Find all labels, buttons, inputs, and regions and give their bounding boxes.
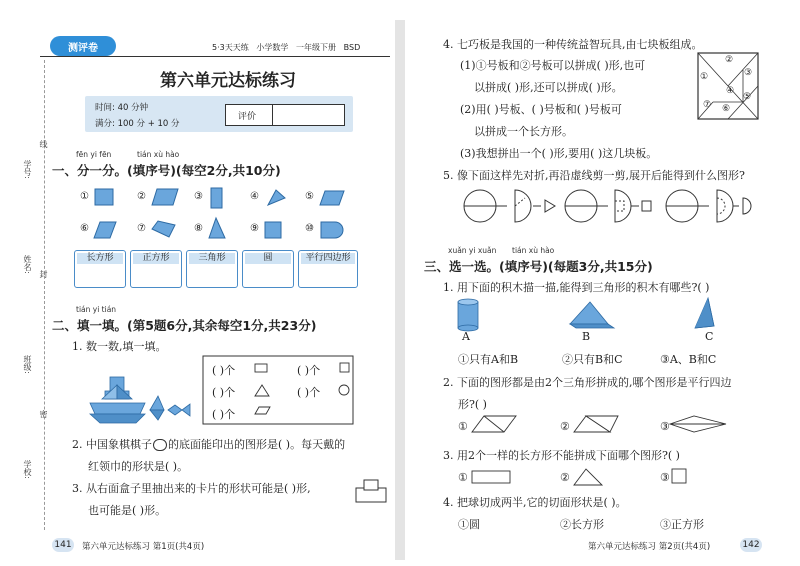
count-square[interactable]: ( )个 xyxy=(297,364,321,377)
tangram-6: ⑥ xyxy=(722,104,731,114)
shape-num-8: ⑧ xyxy=(194,223,203,234)
s2-pinyin: tián yi tián xyxy=(76,305,117,314)
shape-num-9: ⑨ xyxy=(250,223,259,234)
s3-pinyin-1: xuǎn yi xuǎn xyxy=(448,246,497,255)
s3-q1: 1. 用下面的积木描一描,能得到三角形的积木有哪些?( ) xyxy=(443,281,710,294)
s3-q4-option-2[interactable]: ②长方形 xyxy=(560,518,604,531)
s3-q3: 3. 用2个一样的长方形不能拼成下面哪个图形?( ) xyxy=(443,449,680,462)
side-bind-secret: 密 xyxy=(39,410,48,418)
r4-line4: 以拼成一个长方形。 xyxy=(474,125,573,138)
info-score: 满分: 100 分 + 10 分 xyxy=(95,119,180,129)
block-label-a: A xyxy=(462,330,470,343)
s3-q4-option-1[interactable]: ①圆 xyxy=(458,518,480,531)
count-icon-triangle xyxy=(255,385,269,396)
shape-num-1: ① xyxy=(80,191,89,202)
brand-edition: BSD xyxy=(343,43,361,52)
side-label-school: 学校: xyxy=(23,460,32,479)
eval-label: 评价 xyxy=(238,112,257,122)
s3-q3-opt2-num[interactable]: ② xyxy=(560,471,570,484)
cylinder xyxy=(458,302,478,328)
tangram-2: ② xyxy=(725,55,734,65)
page-title: 第六单元达标练习 xyxy=(160,71,296,91)
s1-heading: 一、分一分。(填序号)(每空2分,共10分) xyxy=(52,163,281,178)
left-page-number: 141 xyxy=(52,538,74,552)
card-box-icon xyxy=(352,476,392,506)
r4-line3: (2)用( )号板、( )号板和( )号板可 xyxy=(460,103,622,116)
shape-num-2: ② xyxy=(137,191,146,202)
s3-q4-option-3[interactable]: ③正方形 xyxy=(660,518,704,531)
count-icon-square xyxy=(340,363,349,372)
q2-figures xyxy=(470,412,760,436)
s1-pinyin-1: fēn yi fēn xyxy=(76,150,112,159)
s3-q2-opt1-num[interactable]: ① xyxy=(458,420,468,433)
r4-line1: (1)①号板和②号板可以拼成( )形,也可 xyxy=(460,59,646,72)
fold-cut-figures xyxy=(455,186,765,226)
side-bind-seal: 封 xyxy=(39,270,48,278)
s2-q1: 1. 数一数,填一填。 xyxy=(72,340,167,353)
category-label-square: 正方形 xyxy=(133,253,179,264)
s3-q2-opt2-num[interactable]: ② xyxy=(560,420,570,433)
count-circle[interactable]: ( )个 xyxy=(297,386,321,399)
brand-grade: 一年级下册 xyxy=(296,43,337,52)
s3-q1-option-2[interactable]: ②只有B和C xyxy=(562,353,623,366)
s3-q1-option-3[interactable]: ③A、B和C xyxy=(660,353,717,366)
tangram-4: ④ xyxy=(726,86,735,96)
r4-line2: 以拼成( )形,还可以拼成( )形。 xyxy=(474,81,623,94)
count-parallelogram[interactable]: ( )个 xyxy=(212,408,236,421)
tangram-5: ⑤ xyxy=(743,92,752,102)
category-label-triangle: 三角形 xyxy=(189,253,235,264)
count-icon-rect xyxy=(255,364,267,372)
s3-heading: 三、选一选。(填序号)(每题3分,共15分) xyxy=(424,259,653,274)
tangram-1: ① xyxy=(700,72,709,82)
s2-q3-line2: 也可能是( )形。 xyxy=(88,504,167,517)
brand-series: 5·3天天练 xyxy=(212,43,249,52)
s3-q2-line1: 2. 下面的图形都是由2个三角形拼成的,哪个图形是平行四边 xyxy=(443,376,732,389)
s2-q2-line1 xyxy=(72,436,345,452)
shape-num-5: ⑤ xyxy=(305,191,314,202)
chess-piece-icon xyxy=(153,439,167,451)
s2-q2-b: 的底面能印出的图形是( )。每天戴的 xyxy=(168,438,346,451)
info-time: 时间: 40 分钟 xyxy=(95,103,149,113)
shape-num-3: ③ xyxy=(194,191,203,202)
shape-num-7: ⑦ xyxy=(137,223,146,234)
category-label-circle: 圆 xyxy=(245,253,291,264)
category-label-rect: 长方形 xyxy=(77,253,123,264)
s1-pinyin-2: tián xù hào xyxy=(137,150,180,159)
left-footer-text: 第六单元达标练习 第1页(共4页) xyxy=(82,542,205,552)
side-label-name: 姓名: xyxy=(23,255,32,274)
tangram-7: ⑦ xyxy=(703,100,712,110)
count-icon-parallelogram xyxy=(255,407,270,414)
s3-q3-opt1-num[interactable]: ① xyxy=(458,471,468,484)
brand-subject: 小学数学 xyxy=(256,43,289,52)
s2-q2-line2: 红领巾的形状是( )。 xyxy=(88,460,189,473)
right-footer-text: 第六单元达标练习 第2页(共4页) xyxy=(588,542,711,552)
count-rect[interactable]: ( )个 xyxy=(212,364,236,377)
side-label-id: 学号: xyxy=(23,160,32,179)
s3-q4: 4. 把球切成两半,它的切面形状是( )。 xyxy=(443,496,627,509)
side-label-class: 班级: xyxy=(23,355,32,374)
s3-pinyin-2: tián xù hào xyxy=(512,246,555,255)
q3-figures xyxy=(470,465,760,489)
prism xyxy=(570,302,608,324)
s2-q3-line1: 3. 从右面盒子里抽出来的卡片的形状可能是( )形, xyxy=(72,482,311,495)
shape-num-6: ⑥ xyxy=(80,223,89,234)
r5-text: 5. 像下面这样先对折,再沿虚线剪一剪,展开后能得到什么图形? xyxy=(443,169,745,182)
s2-q2-a: 2. 中国象棋棋子 xyxy=(72,438,152,451)
shape-num-10: ⑩ xyxy=(305,223,314,234)
tangram-3: ③ xyxy=(744,68,753,78)
s2-heading: 二、填一填。(第5题6分,其余每空1分,共23分) xyxy=(52,318,317,333)
shape-num-4: ④ xyxy=(250,191,259,202)
brand-badge: 测评卷 xyxy=(50,36,116,56)
s3-q3-opt3-num[interactable]: ③ xyxy=(660,471,670,484)
count-triangle[interactable]: ( )个 xyxy=(212,386,236,399)
s3-q2-opt3-num[interactable]: ③ xyxy=(660,420,670,433)
s3-q1-option-1[interactable]: ①只有A和B xyxy=(458,353,519,366)
r4-line5: (3)我想拼出一个( )形,要用( )这几块板。 xyxy=(460,147,658,160)
block-label-b: B xyxy=(582,330,591,343)
count-icon-circle xyxy=(339,385,349,395)
boat-figure xyxy=(90,377,145,423)
block-label-c: C xyxy=(705,330,714,343)
s3-q2-line2: 形?( ) xyxy=(458,398,487,411)
side-bind-line: 线 xyxy=(39,140,48,148)
fish-figure xyxy=(150,396,190,420)
category-label-parallelogram: 平行四边形 xyxy=(301,253,355,264)
r4-intro: 4. 七巧板是我国的一种传统益智玩具,由七块板组成。 xyxy=(443,38,703,51)
right-page-number: 142 xyxy=(740,538,762,552)
